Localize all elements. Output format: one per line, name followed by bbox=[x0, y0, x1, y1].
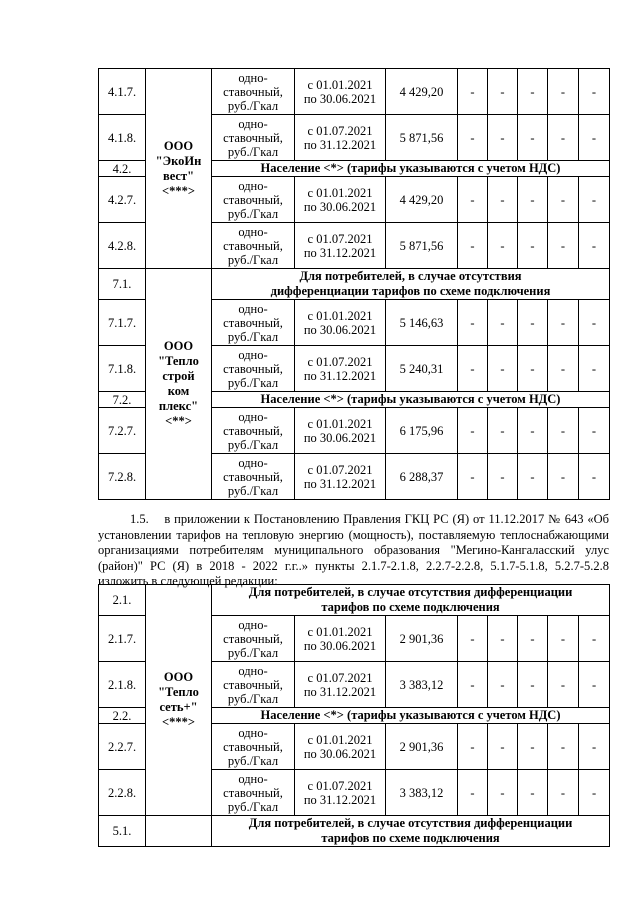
tariff-table-2 bbox=[98, 584, 610, 847]
empty-value-cell: - bbox=[548, 724, 579, 770]
empty-value-cell: - bbox=[458, 724, 488, 770]
row-number: 7.1.8. bbox=[99, 346, 146, 392]
tariff-table-1-body bbox=[99, 69, 610, 500]
empty-value-cell: - bbox=[518, 616, 548, 662]
rate-type: одно- ставочный, руб./Гкал bbox=[212, 346, 295, 392]
row-number: 2.2.7. bbox=[99, 724, 146, 770]
tariff-value: 3 383,12 bbox=[386, 662, 458, 708]
empty-value-cell: - bbox=[458, 115, 488, 161]
validity-period: с 01.01.2021 по 30.06.2021 bbox=[295, 300, 386, 346]
organization-name: ООО "Тепло строй ком плекс" <**> bbox=[146, 269, 212, 500]
empty-value-cell: - bbox=[518, 115, 548, 161]
row-number: 2.1. bbox=[99, 585, 146, 616]
row-number: 7.1. bbox=[99, 269, 146, 300]
row-number: 4.1.7. bbox=[99, 69, 146, 115]
tariff-value: 2 901,36 bbox=[386, 724, 458, 770]
table-row bbox=[99, 69, 610, 115]
validity-period: с 01.07.2021 по 31.12.2021 bbox=[295, 223, 386, 269]
empty-value-cell: - bbox=[579, 724, 610, 770]
empty-value-cell: - bbox=[579, 346, 610, 392]
row-number: 2.1.8. bbox=[99, 662, 146, 708]
section-heading: Для потребителей, в случае отсутствия дифференциации тарифов по схеме подключения bbox=[212, 585, 610, 616]
empty-value-cell: - bbox=[518, 770, 548, 816]
rate-type: одно- ставочный, руб./Гкал bbox=[212, 454, 295, 500]
empty-value-cell: - bbox=[518, 223, 548, 269]
amendment-paragraph: 1.5. в приложении к Постановлению Правления ГКЦ РС (Я) от 11.12.2017 № 643 «Об установлении тарифов на тепловую энергию (мощность), поставляемую теплоснабжающими организациями потребителям муниципального образования "Мегино-Кангаласский улус (район)" РС (Я) в 2018 - 2022 г.г..» пункты 2.1.7-2.1.8, 2.2.7-2.2.8, 5.1.7-5.1.8, 5.2.7-5.2.8 изложить в следующей редакции: bbox=[98, 512, 609, 588]
section-heading: Население <*> (тарифы указываются с учетом НДС) bbox=[212, 392, 610, 408]
rate-type: одно- ставочный, руб./Гкал bbox=[212, 177, 295, 223]
tariff-value: 3 383,12 bbox=[386, 770, 458, 816]
empty-value-cell: - bbox=[458, 177, 488, 223]
tariff-value: 4 429,20 bbox=[386, 69, 458, 115]
row-number: 7.2.7. bbox=[99, 408, 146, 454]
empty-value-cell: - bbox=[488, 346, 518, 392]
empty-value-cell: - bbox=[458, 454, 488, 500]
empty-value-cell: - bbox=[579, 408, 610, 454]
empty-value-cell: - bbox=[548, 300, 579, 346]
section-heading: Население <*> (тарифы указываются с учетом НДС) bbox=[212, 708, 610, 724]
empty-value-cell: - bbox=[548, 346, 579, 392]
organization-name: ООО "Тепло сеть+" <***> bbox=[146, 585, 212, 816]
row-number: 7.2.8. bbox=[99, 454, 146, 500]
empty-value-cell: - bbox=[548, 69, 579, 115]
empty-value-cell: - bbox=[488, 770, 518, 816]
empty-value-cell: - bbox=[518, 662, 548, 708]
row-number: 7.1.7. bbox=[99, 300, 146, 346]
empty-value-cell: - bbox=[458, 300, 488, 346]
tariff-table-1 bbox=[98, 68, 610, 500]
empty-value-cell: - bbox=[518, 454, 548, 500]
validity-period: с 01.07.2021 по 31.12.2021 bbox=[295, 115, 386, 161]
table-row bbox=[99, 269, 610, 300]
row-number: 2.2. bbox=[99, 708, 146, 724]
tariff-value: 5 871,56 bbox=[386, 223, 458, 269]
empty-value-cell: - bbox=[458, 616, 488, 662]
rate-type: одно- ставочный, руб./Гкал bbox=[212, 662, 295, 708]
rate-type: одно- ставочный, руб./Гкал bbox=[212, 770, 295, 816]
empty-value-cell: - bbox=[548, 223, 579, 269]
table-row bbox=[99, 585, 610, 616]
table-row bbox=[99, 816, 610, 847]
row-number: 2.2.8. bbox=[99, 770, 146, 816]
row-number: 2.1.7. bbox=[99, 616, 146, 662]
rate-type: одно- ставочный, руб./Гкал bbox=[212, 223, 295, 269]
empty-value-cell: - bbox=[488, 616, 518, 662]
tariff-value: 5 240,31 bbox=[386, 346, 458, 392]
empty-value-cell: - bbox=[458, 770, 488, 816]
validity-period: с 01.07.2021 по 31.12.2021 bbox=[295, 454, 386, 500]
empty-value-cell: - bbox=[548, 662, 579, 708]
section-heading: Для потребителей, в случае отсутствия дифференциации тарифов по схеме подключения bbox=[212, 816, 610, 847]
empty-value-cell: - bbox=[488, 115, 518, 161]
row-number: 4.1.8. bbox=[99, 115, 146, 161]
empty-value-cell: - bbox=[579, 115, 610, 161]
empty-value-cell: - bbox=[458, 223, 488, 269]
validity-period: с 01.01.2021 по 30.06.2021 bbox=[295, 616, 386, 662]
empty-value-cell: - bbox=[488, 177, 518, 223]
empty-value-cell: - bbox=[518, 69, 548, 115]
rate-type: одно- ставочный, руб./Гкал bbox=[212, 616, 295, 662]
row-number: 4.2.7. bbox=[99, 177, 146, 223]
rate-type: одно- ставочный, руб./Гкал bbox=[212, 300, 295, 346]
organization-name: ООО "ЭкоИн вест" <***> bbox=[146, 69, 212, 269]
empty-value-cell: - bbox=[579, 616, 610, 662]
empty-value-cell: - bbox=[579, 662, 610, 708]
empty-value-cell: - bbox=[548, 770, 579, 816]
section-heading: Население <*> (тарифы указываются с учетом НДС) bbox=[212, 161, 610, 177]
rate-type: одно- ставочный, руб./Гкал bbox=[212, 69, 295, 115]
validity-period: с 01.07.2021 по 31.12.2021 bbox=[295, 770, 386, 816]
empty-value-cell: - bbox=[488, 300, 518, 346]
tariff-table-2-body bbox=[99, 585, 610, 847]
rate-type: одно- ставочный, руб./Гкал bbox=[212, 724, 295, 770]
rate-type: одно- ставочный, руб./Гкал bbox=[212, 408, 295, 454]
empty-value-cell: - bbox=[518, 346, 548, 392]
validity-period: с 01.07.2021 по 31.12.2021 bbox=[295, 346, 386, 392]
empty-value-cell: - bbox=[579, 770, 610, 816]
empty-value-cell: - bbox=[518, 408, 548, 454]
empty-value-cell: - bbox=[488, 408, 518, 454]
tariff-value: 5 146,63 bbox=[386, 300, 458, 346]
empty-value-cell: - bbox=[548, 115, 579, 161]
tariff-value: 6 288,37 bbox=[386, 454, 458, 500]
validity-period: с 01.01.2021 по 30.06.2021 bbox=[295, 69, 386, 115]
row-number: 7.2. bbox=[99, 392, 146, 408]
empty-value-cell: - bbox=[579, 454, 610, 500]
section-heading: Для потребителей, в случае отсутствия дифференциации тарифов по схеме подключения bbox=[212, 269, 610, 300]
empty-value-cell: - bbox=[458, 408, 488, 454]
empty-value-cell: - bbox=[458, 662, 488, 708]
validity-period: с 01.07.2021 по 31.12.2021 bbox=[295, 662, 386, 708]
tariff-value: 2 901,36 bbox=[386, 616, 458, 662]
empty-value-cell: - bbox=[548, 177, 579, 223]
row-number: 5.1. bbox=[99, 816, 146, 847]
tariff-value: 5 871,56 bbox=[386, 115, 458, 161]
row-number: 4.2. bbox=[99, 161, 146, 177]
empty-value-cell: - bbox=[548, 454, 579, 500]
empty-value-cell: - bbox=[579, 223, 610, 269]
empty-value-cell: - bbox=[579, 300, 610, 346]
organization-name bbox=[146, 816, 212, 847]
empty-value-cell: - bbox=[458, 346, 488, 392]
tariff-value: 6 175,96 bbox=[386, 408, 458, 454]
row-number: 4.2.8. bbox=[99, 223, 146, 269]
empty-value-cell: - bbox=[488, 454, 518, 500]
empty-value-cell: - bbox=[548, 408, 579, 454]
empty-value-cell: - bbox=[488, 662, 518, 708]
empty-value-cell: - bbox=[518, 724, 548, 770]
empty-value-cell: - bbox=[488, 223, 518, 269]
rate-type: одно- ставочный, руб./Гкал bbox=[212, 115, 295, 161]
empty-value-cell: - bbox=[579, 69, 610, 115]
validity-period: с 01.01.2021 по 30.06.2021 bbox=[295, 724, 386, 770]
empty-value-cell: - bbox=[579, 177, 610, 223]
empty-value-cell: - bbox=[548, 616, 579, 662]
empty-value-cell: - bbox=[518, 177, 548, 223]
validity-period: с 01.01.2021 по 30.06.2021 bbox=[295, 177, 386, 223]
tariff-value: 4 429,20 bbox=[386, 177, 458, 223]
empty-value-cell: - bbox=[488, 69, 518, 115]
empty-value-cell: - bbox=[458, 69, 488, 115]
validity-period: с 01.01.2021 по 30.06.2021 bbox=[295, 408, 386, 454]
empty-value-cell: - bbox=[518, 300, 548, 346]
empty-value-cell: - bbox=[488, 724, 518, 770]
